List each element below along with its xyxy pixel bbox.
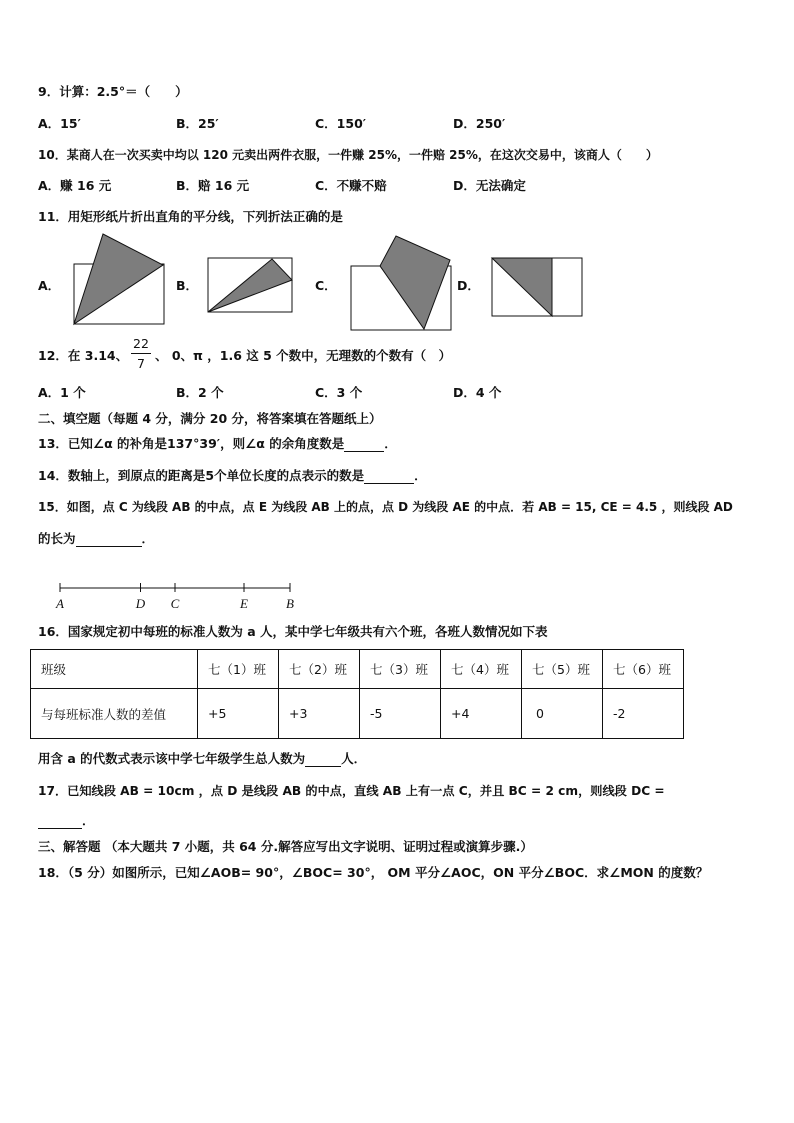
q15-line2: [38, 531, 154, 547]
table-cell: +5: [198, 689, 279, 739]
q11-stem: 11．用矩形纸片折出直角的平分线，下列折法正确的是: [38, 209, 343, 224]
table-cell: -2: [603, 689, 684, 739]
table-header-cell: 七（6）班: [603, 650, 684, 689]
q13-text: 13．已知∠α 的补角是137°39′，则∠α 的余角度数是: [38, 436, 345, 451]
q15-end: ．: [141, 531, 155, 546]
point-label-a: A: [56, 596, 64, 611]
q11-label-d: D．: [457, 278, 480, 293]
table-cell: 0: [522, 689, 603, 739]
q13: [38, 436, 397, 452]
table-header-cell: 七（2）班: [279, 650, 360, 689]
q14-text: 14．数轴上，到原点的距离是5个单位长度的点表示的数是: [38, 468, 365, 483]
q17-answer-line: [38, 813, 95, 829]
figure-b: [208, 258, 292, 312]
q10-stem: 10．某商人在一次买卖中均以 120 元卖出两件衣服，一件赚 25%，一件赔 25%，在这次交易中，该商人（ ）: [38, 148, 658, 162]
q9-option-a: A．15′: [38, 116, 81, 131]
q16-stem: 16．国家规定初中每班的标准人数为 a 人，某中学七年级共有六个班，各班人数情况如下表: [38, 624, 548, 639]
q13-answer-blank: [344, 439, 384, 452]
table-header-cell: 七（4）班: [441, 650, 522, 689]
q12-option-c: C．3 个: [315, 385, 363, 400]
q12-fraction-bar: [131, 353, 151, 354]
q15-line2-text: 的长为: [38, 531, 76, 546]
q12-option-a: A．1 个: [38, 385, 86, 400]
q11-label-b: B．: [176, 278, 199, 293]
q9-option-c: C．150′: [315, 116, 367, 131]
q12-option-b: B．2 个: [176, 385, 224, 400]
q16-after-text: 用含 a 的代数式表示该中学七年级学生总人数为: [38, 751, 306, 766]
figure-c: [351, 236, 451, 330]
q15-line1: 15．如图，点 C 为线段 AB 的中点，点 E 为线段 AB 上的点，点 D 为线段 AE 的中点．若 AB = 15, CE = 4.5 ，则线段 AD: [38, 500, 733, 514]
q17-end: ．: [82, 813, 95, 828]
table-cell: 与每班标准人数的差值: [31, 689, 198, 739]
q10-option-b: B．赔 16 元: [176, 178, 250, 193]
q18-text: 18．（5 分）如图所示，已知∠AOB= 90°，∠BOC= 30°， OM 平分∠AOC，ON 平分∠BOC．求∠MON 的度数？: [38, 865, 709, 880]
point-label-e: E: [240, 596, 248, 611]
q12-fraction-numerator: 22: [133, 336, 149, 351]
q12-stem-pre: 12．在 3.14、: [38, 348, 129, 363]
table-cell: +4: [441, 689, 522, 739]
q10-option-c: C．不赚不赔: [315, 178, 387, 193]
table-header-cell: 七（5）班: [522, 650, 603, 689]
table-cell: +3: [279, 689, 360, 739]
table-header-cell: 七（3）班: [360, 650, 441, 689]
q12-fraction-denominator: 7: [137, 356, 145, 371]
q17-text: 17．已知线段 AB = 10cm ，点 D 是线段 AB 的中点，直线 AB 上有一点 C，并且 BC = 2 cm，则线段 DC =: [38, 784, 665, 798]
q12-option-d: D．4 个: [453, 385, 502, 400]
point-label-b: B: [286, 596, 294, 611]
q9-option-b: B．25′: [176, 116, 219, 131]
table-header-row: [31, 650, 684, 689]
class-table: [30, 649, 684, 739]
q16-answer-blank: [305, 754, 341, 767]
q12-stem-post: 、 0、π ，1.6 这 5 个数中，无理数的个数有（ ）: [155, 348, 452, 363]
q14-answer-blank: [364, 471, 414, 484]
q13-end: ．: [384, 436, 397, 451]
section-2-heading: 二、填空题（每题 4 分，满分 20 分，将答案填在答题纸上）: [38, 411, 382, 426]
q11-label-a: A．: [38, 278, 61, 293]
q10-option-d: D．无法确定: [453, 178, 526, 193]
point-label-c: C: [170, 596, 180, 611]
q9-option-d: D．250′: [453, 116, 506, 131]
q10-option-a: A．赚 16 元: [38, 178, 112, 193]
table-row: [31, 689, 684, 739]
q16-after-end: 人．: [341, 751, 367, 766]
q11-fold-figures: [60, 232, 600, 334]
figure-d: [492, 258, 582, 316]
table-header-cell: 七（1）班: [198, 650, 279, 689]
q16-answer-line: [38, 751, 366, 767]
q9-stem: 9．计算：2.5°＝（ ）: [38, 84, 188, 99]
q17-answer-blank: [38, 816, 82, 829]
q11-label-c: C．: [315, 278, 337, 293]
section-3-heading: 三、解答题 （本大题共 7 小题，共 64 分.解答应写出文字说明、证明过程或演算步骤.）: [38, 839, 533, 854]
table-header-cell: 班级: [31, 650, 198, 689]
point-label-d: D: [135, 596, 146, 611]
q15-answer-blank: [76, 534, 142, 547]
q14: [38, 468, 427, 484]
q14-end: ．: [414, 468, 427, 483]
q15-segment-diagram: [50, 580, 310, 616]
q12-fraction: [131, 336, 151, 371]
table-cell: -5: [360, 689, 441, 739]
figure-a: [74, 234, 164, 324]
